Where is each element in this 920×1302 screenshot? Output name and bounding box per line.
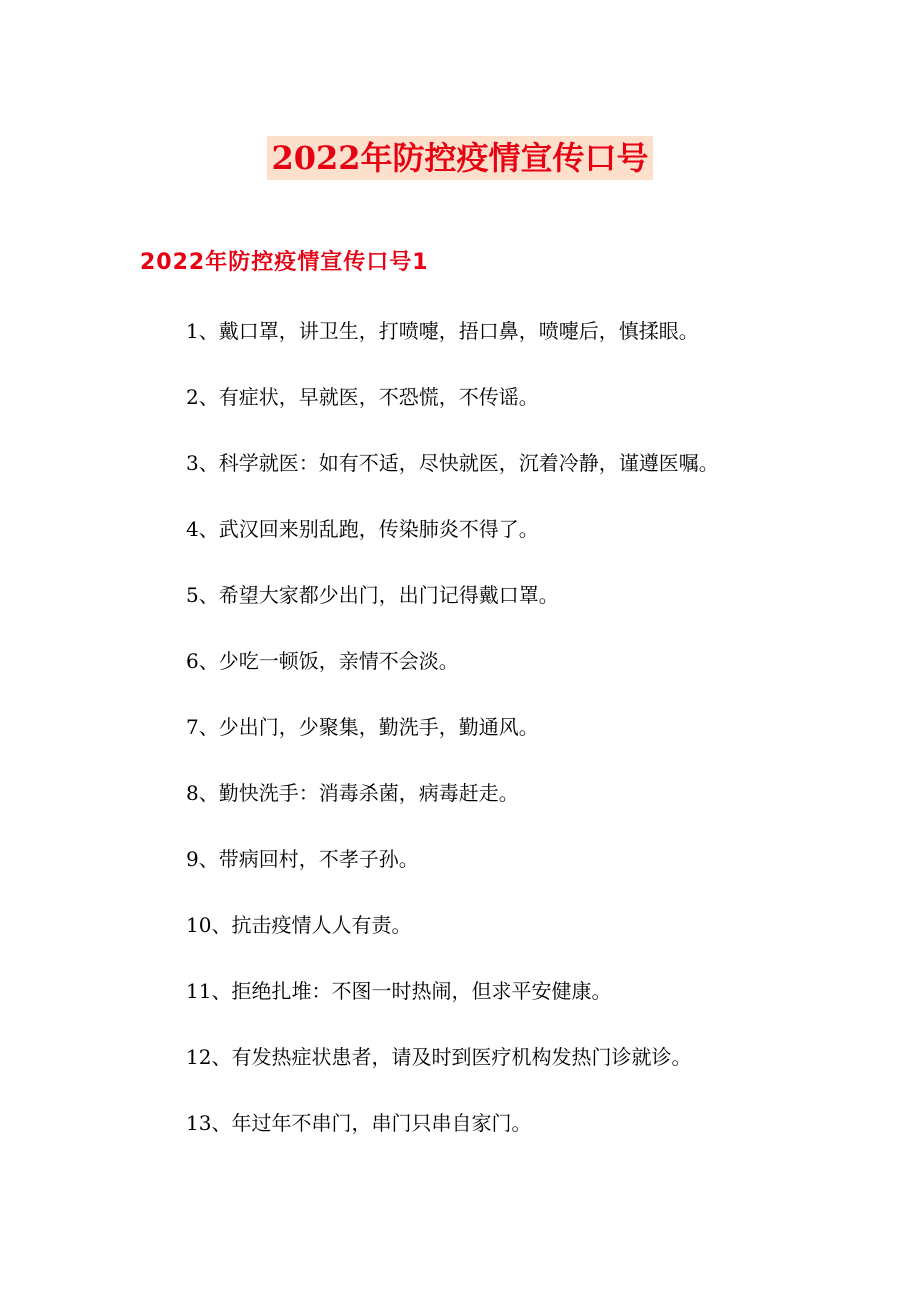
slogan-item-9: 9、带病回村，不孝子孙。 — [186, 847, 419, 871]
slogan-item-4: 4、武汉回来别乱跑，传染肺炎不得了。 — [186, 517, 539, 541]
slogan-item-10: 10、抗击疫情人人有责。 — [186, 913, 412, 937]
title-container — [0, 136, 920, 180]
slogan-item-7: 7、少出门，少聚集，勤洗手，勤通风。 — [186, 715, 539, 739]
slogan-item-5: 5、希望大家都少出门，出门记得戴口罩。 — [186, 583, 559, 607]
slogan-item-12: 12、有发热症状患者，请及时到医疗机构发热门诊就诊。 — [186, 1045, 692, 1069]
slogan-item-1: 1、戴口罩，讲卫生，打喷嚏，捂口鼻，喷嚏后，慎揉眼。 — [186, 319, 699, 343]
section-heading: 2022年防控疫情宣传口号1 — [140, 250, 429, 275]
slogan-item-2: 2、有症状，早就医，不恐慌，不传谣。 — [186, 385, 539, 409]
slogan-item-8: 8、勤快洗手：消毒杀菌，病毒赶走。 — [186, 781, 519, 805]
slogan-item-11: 11、拒绝扎堆：不图一时热闹，但求平安健康。 — [186, 979, 612, 1003]
slogan-item-3: 3、科学就医：如有不适，尽快就医，沉着冷静，谨遵医嘱。 — [186, 451, 719, 475]
slogan-item-13: 13、年过年不串门，串门只串自家门。 — [186, 1111, 532, 1135]
slogan-list — [186, 316, 719, 1174]
slogan-item-6: 6、少吃一顿饭，亲情不会淡。 — [186, 649, 459, 673]
page-title: 2022年防控疫情宣传口号 — [267, 136, 652, 180]
